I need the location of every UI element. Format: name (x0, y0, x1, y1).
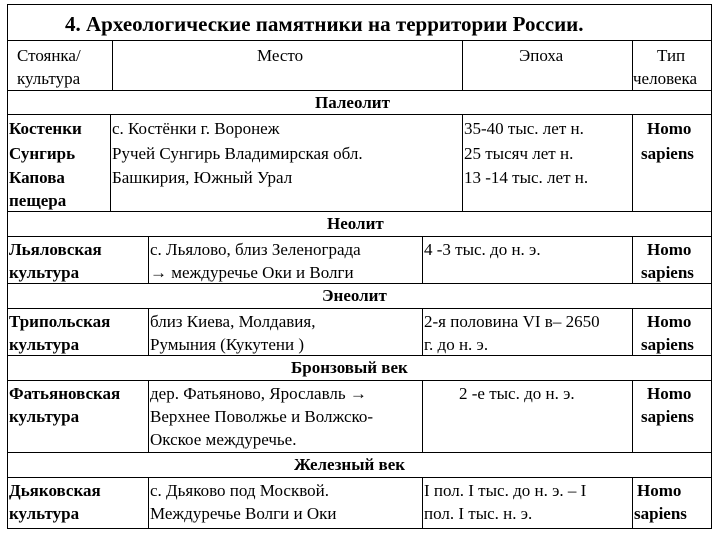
type-text: Homo (637, 481, 682, 500)
row-divider (7, 236, 712, 237)
site-name: Льяловская (9, 240, 102, 259)
era-text: 2 -е тыс. до н. э. (459, 384, 575, 403)
place-text: дер. Фатьяново, Ярославль → (150, 384, 367, 403)
site-name: Капова (9, 168, 65, 187)
header-place-label: Место (257, 46, 304, 65)
col-divider (632, 380, 633, 452)
table-border-left (7, 4, 8, 529)
row-divider (7, 308, 712, 309)
section-heading-eneolithic: Энеолит (322, 286, 387, 305)
type-text: sapiens (641, 144, 694, 163)
type-text: Homo (647, 384, 692, 403)
site-name: Фатьяновская (9, 384, 121, 403)
era-text: 13 -14 тыс. лет н. (464, 168, 589, 187)
era-text: I пол. I тыс. до н. э. – I (424, 481, 587, 500)
col-divider (148, 477, 149, 528)
place-text: Башкирия, Южный Урал (112, 168, 293, 187)
header-col-divider (462, 40, 463, 90)
col-divider (632, 236, 633, 283)
place-text: с. Льялово, близ Зеленограда (150, 240, 361, 259)
header-site-label: культура (17, 69, 81, 88)
section-heading-bronze-age: Бронзовый век (291, 358, 408, 377)
header-type-label: человека (633, 69, 698, 88)
header-type-label: Тип (657, 46, 686, 65)
col-divider (148, 308, 149, 355)
place-text: Ручей Сунгирь Владимирская обл. (112, 144, 363, 163)
site-name: культура (9, 504, 80, 523)
place-text: Окское междуречье. (150, 430, 297, 449)
era-text: пол. I тыс. н. э. (424, 504, 533, 523)
type-text: Homo (647, 312, 692, 331)
section-heading-iron-age: Железный век (294, 455, 406, 474)
site-name: Дьяковская (9, 481, 101, 500)
site-name: Костенки (9, 119, 82, 138)
section-heading-paleolithic: Палеолит (315, 93, 390, 112)
header-site-label: Стоянка/ (17, 46, 81, 65)
era-text: 35-40 тыс. лет н. (464, 119, 584, 138)
col-divider (422, 236, 423, 283)
page-title: 4. Археологические памятники на территории России. (65, 12, 584, 36)
col-divider (148, 236, 149, 283)
place-text: с. Дьяково под Москвой. (150, 481, 329, 500)
site-name: культура (9, 407, 80, 426)
type-text: Homo (647, 119, 692, 138)
place-text: близ Киева, Молдавия, (150, 312, 316, 331)
type-text: sapiens (634, 504, 687, 523)
site-name: культура (9, 263, 80, 282)
col-divider (148, 380, 149, 452)
header-era-label: Эпоха (519, 46, 564, 65)
col-divider (422, 380, 423, 452)
col-divider (632, 114, 633, 211)
type-text: sapiens (641, 407, 694, 426)
row-divider (7, 380, 712, 381)
table-border-top (7, 4, 712, 5)
era-text: г. до н. э. (424, 335, 489, 354)
col-divider (632, 477, 633, 528)
place-text: → междуречье Оки и Волги (150, 263, 354, 282)
col-divider (422, 308, 423, 355)
row-divider (7, 114, 712, 115)
site-name: Сунгирь (9, 144, 76, 163)
type-text: sapiens (641, 263, 694, 282)
place-text: с. Костёнки г. Воронеж (112, 119, 280, 138)
col-divider (422, 477, 423, 528)
site-name: культура (9, 335, 80, 354)
col-divider (110, 114, 111, 211)
header-col-divider (112, 40, 113, 90)
col-divider (632, 308, 633, 355)
era-text: 4 -3 тыс. до н. э. (424, 240, 541, 259)
type-text: Homo (647, 240, 692, 259)
col-divider (462, 114, 463, 211)
type-text: sapiens (641, 335, 694, 354)
era-text: 2-я половина VI в– 2650 (424, 312, 600, 331)
place-text: Верхнее Поволжье и Волжско- (150, 407, 374, 426)
site-name: Трипольская (9, 312, 111, 331)
site-name: пещера (9, 191, 67, 210)
section-heading-neolithic: Неолит (327, 214, 384, 233)
archaeology-table (7, 4, 712, 529)
table-border-bottom (7, 528, 712, 529)
table-border-right (711, 4, 712, 529)
place-text: Румыния (Кукутени ) (150, 335, 304, 354)
era-text: 25 тысяч лет н. (464, 144, 574, 163)
place-text: Междуречье Волги и Оки (150, 504, 337, 523)
row-divider (7, 477, 712, 478)
